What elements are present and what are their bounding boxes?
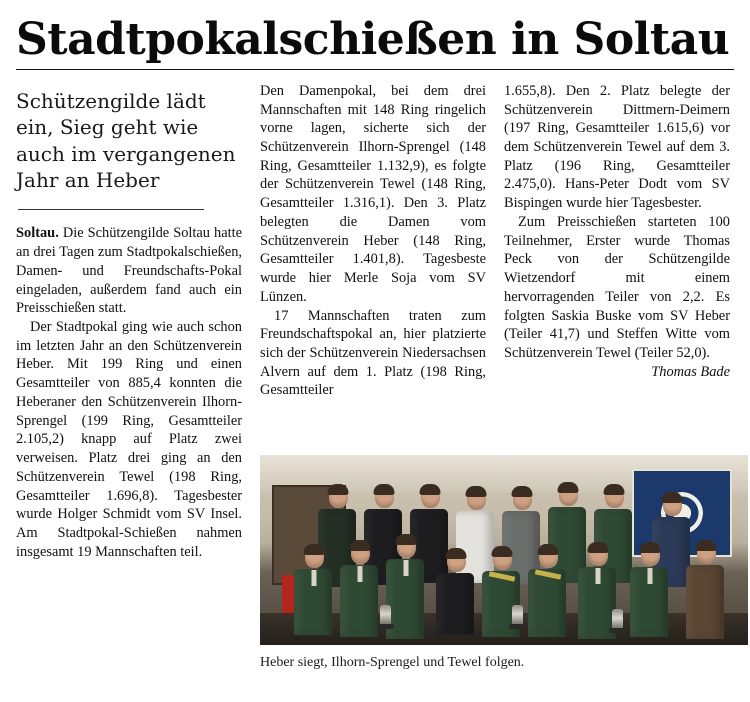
person-tie (596, 568, 601, 584)
person-hair (492, 546, 513, 557)
person-hair (350, 540, 371, 551)
person (294, 546, 334, 635)
byline: Thomas Bade (651, 363, 730, 380)
person (436, 550, 476, 635)
person-tie (312, 570, 317, 586)
subheadline-divider (18, 209, 204, 210)
person (528, 546, 568, 637)
person-head (305, 546, 324, 568)
headline-divider (16, 69, 734, 70)
person (340, 542, 380, 637)
person-head (641, 544, 660, 566)
person-hair (538, 544, 559, 555)
paragraph (504, 213, 730, 381)
trophy-icon (512, 605, 523, 625)
person-hair (304, 544, 325, 555)
person (630, 544, 670, 637)
photo-caption: Heber siegt, Ilhorn-Sprengel und Tewel folgen. (260, 655, 525, 670)
person-head (697, 542, 716, 564)
paragraph (16, 224, 242, 318)
person-body (294, 569, 332, 635)
trophy-icon (380, 605, 391, 625)
person-hair (640, 542, 661, 553)
person (386, 536, 426, 639)
person-head (539, 546, 558, 568)
person-body (436, 573, 474, 635)
person-sash (535, 569, 561, 579)
person-head (397, 536, 416, 558)
person-tie (404, 560, 409, 576)
paragraph: 17 Mannschaften traten zum Freundschaftspokal an, hier platzierte sich der Schützenverein Niedersachsen Alvern auf dem 1. Platz (198 Ring, Gesamtteiler (260, 307, 486, 399)
column-two (260, 82, 486, 400)
person-body (630, 567, 668, 637)
column-three (504, 82, 730, 382)
paragraph: Der Stadtpokal ging wie auch schon im letzten Jahr an den Schützenverein Heber. Mit 199 Ring und einen Gesamtteiler von 885,4 konnten die Heberaner den Schützenverein Ilhorn-Sprengel (199 Ring, Gesamtteiler 2.105,2) knapp auf Platz zwei verweisen. Platz drei ging an den Schützenverein Tewel (198 Ring, Gesamtteiler 1.696,8). Tagesbester wurde Holger Schmidt vom SV Insel. Am Stadtpokal-Schießen nahmen insgesamt 19 Mannschaften teil. (16, 319, 242, 560)
person-head (351, 542, 370, 564)
paragraph: Den Damenpokal, bei dem drei Mannschaften mit 148 Ring ringelich vorne lagen, sicherte sich der Schützenverein Ilhorn-Sprengel (148 Ring, Gesamtteiler 1.132,9), es folgte der Schützenverein Tewel (148 Ring, Gesamtteiler 1.316,1). Den 3. Platz belegten die Damen vom Schützenverein Heber (148 Ring, Gesamtteiler 1.401,8). Tagesbeste wurde hier Merle Soja vom SV Lünzen. (260, 82, 486, 305)
dateline: Soltau. (16, 225, 59, 242)
person-body (686, 565, 724, 639)
person-head (493, 548, 512, 570)
person-tie (648, 568, 653, 584)
person-hair (396, 534, 417, 545)
page-title: Stadtpokalschießen in Soltau (16, 14, 730, 65)
subheadline: Schützengilde lädt ein, Sieg geht wie auch im vergangenen Jahr an Heber (16, 88, 236, 193)
person (578, 544, 618, 639)
person-hair (696, 540, 717, 551)
column-one (16, 82, 242, 562)
photo-block (260, 455, 750, 672)
paragraph-text: Die Schützengilde Soltau hatte an drei Tagen zum Stadtpokalschießen, Damen- und Freundschafts-Pokal eingeladen, außerdem fand auch ein Preisschießen statt. (16, 225, 242, 317)
person-tie (358, 566, 363, 582)
person-hair (446, 548, 467, 559)
photo-front-row (260, 455, 748, 645)
paragraph: 1.655,8). Den 2. Platz belegte der Schützenverein Dittmern-Deimern (197 Ring, Gesamtteiler 1.615,6) vor dem Schützenverein Tewel auf dem 3. Platz (196 Ring, Gesamtteiler 2.475,0). Hans-Peter Dodt vom SV Bispingen wurde hier Tagesbester. (504, 82, 730, 212)
paragraph-text: Zum Preisschießen starteten 100 Teilnehmer, Erster wurde Thomas Peck von der Schützengilde Wietzendorf mit einem hervorragenden Teiler von 2,2. Es folgten Saskia Buske vom SV Heber (Teiler 41,7) und Steffen Witte vom Schützenverein Tewel (Teiler 52,0). (504, 213, 730, 361)
person-head (447, 550, 466, 572)
person (686, 542, 726, 639)
person-body (528, 569, 566, 637)
group-photo (260, 455, 748, 645)
person-head (589, 544, 608, 566)
person-sash (489, 571, 515, 581)
trophy-icon (612, 609, 623, 629)
person (482, 548, 522, 637)
person-hair (588, 542, 609, 553)
person-body (340, 565, 378, 637)
